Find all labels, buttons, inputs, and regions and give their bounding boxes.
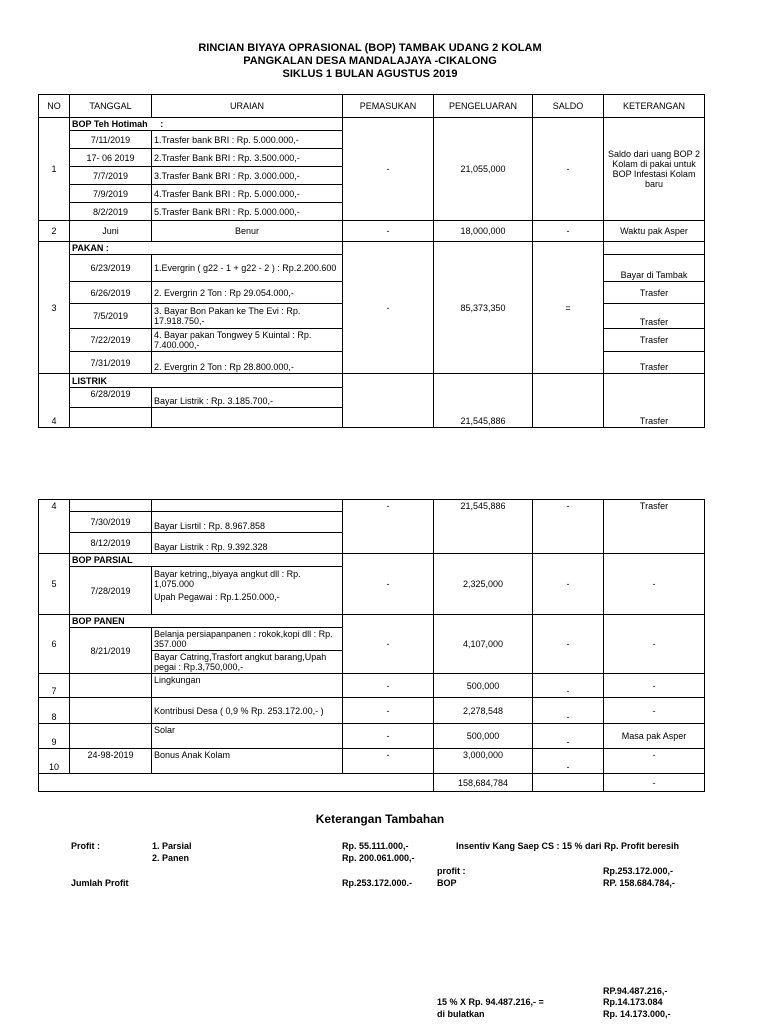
- pengeluaran-cell: 500,000: [434, 724, 533, 749]
- pengeluaran-cell: 85,373,350: [434, 242, 533, 374]
- profit2-value: Rp.253.172.000,-: [603, 866, 674, 876]
- keterangan-cell: -: [604, 615, 705, 674]
- panen-value: Rp. 200.061.000,-: [342, 853, 415, 863]
- date-cell: 8/2/2019: [70, 203, 152, 221]
- row-no: 10: [39, 749, 70, 774]
- saldo-cell: -: [533, 749, 604, 774]
- profit2-label: profit :: [437, 866, 466, 876]
- section-label: LISTRIK: [70, 374, 343, 388]
- keterangan-cell: -: [604, 674, 705, 698]
- date-cell: 24-98-2019: [70, 749, 152, 774]
- section-label: BOP Teh Hotimah :: [70, 118, 343, 131]
- saldo-cell: -: [533, 554, 604, 615]
- saldo-cell: -: [533, 724, 604, 749]
- pemasukan-cell: -: [343, 615, 434, 674]
- date-cell: 7/11/2019: [70, 131, 152, 149]
- date-cell: 6/28/2019: [70, 388, 152, 408]
- date-cell: 7/7/2019: [70, 167, 152, 185]
- pemasukan-cell: -: [343, 500, 434, 554]
- date-cell: 6/23/2019: [70, 255, 152, 282]
- pemasukan-cell: -: [343, 674, 434, 698]
- desc-cell: 3.Trasfer Bank BRI : Rp. 3.000.000,-: [152, 167, 343, 185]
- pengeluaran-cell: 3,000,000: [434, 749, 533, 774]
- keterangan-cell: -: [604, 749, 705, 774]
- round-label: di bulatkan: [437, 1009, 485, 1019]
- keterangan-tambahan-title: Keterangan Tambahan: [315, 812, 445, 826]
- profit-label: Profit :: [71, 841, 100, 851]
- total-row: [39, 774, 705, 792]
- keterangan-cell: Masa pak Asper: [604, 724, 705, 749]
- keterangan-cell: Waktu pak Asper: [604, 221, 705, 242]
- bop-label: BOP: [437, 878, 457, 888]
- calc-label: 15 % X Rp. 94.487.216,- =: [437, 997, 544, 1007]
- desc-cell: Bonus Anak Kolam: [152, 749, 343, 774]
- desc-cell: Bayar Lisrtil : Rp. 8.967.858: [152, 512, 343, 533]
- header-no: NO: [39, 95, 70, 118]
- header-uraian: URAIAN: [152, 95, 343, 118]
- desc-cell: 5.Trasfer Bank BRI : Rp. 5.000.000,-: [152, 203, 343, 221]
- pengeluaran-cell: 21,055,000: [434, 118, 533, 221]
- pengeluaran-cell: 500,000: [434, 674, 533, 698]
- row-no: 8: [39, 698, 70, 724]
- pemasukan-cell: -: [343, 554, 434, 615]
- section-label: BOP PANEN: [70, 615, 343, 628]
- date-cell: 7/5/2019: [70, 304, 152, 329]
- keterangan-cell: -: [604, 698, 705, 724]
- desc-cell: 1.Evergrin ( g22 - 1 + g22 - 2 ) : Rp.2.200.600: [152, 255, 343, 282]
- desc-cell: Bayar ketring,,biyaya angkut dll : Rp. 1,075.000: [152, 567, 343, 591]
- pemasukan-cell: [343, 374, 434, 428]
- keterangan-cell: Trasfer: [604, 352, 705, 374]
- keterangan-cell: Trasfer: [604, 500, 705, 554]
- table-row: [39, 698, 705, 724]
- title-line-2: PANGKALAN DESA MANDALAJAYA -CIKALONG: [243, 55, 497, 67]
- pemasukan-cell: -: [343, 724, 434, 749]
- date-cell: 7/30/2019: [70, 512, 152, 533]
- table-row: [39, 221, 705, 242]
- pengeluaran-cell: 2,278,548: [434, 698, 533, 724]
- parsial-value: Rp. 55.111.000,-: [342, 841, 409, 851]
- date-cell: 8/21/2019: [70, 628, 152, 674]
- table-fragment-bottom: [0, 501, 768, 807]
- row-no: 4: [39, 374, 70, 428]
- total-keterangan: -: [604, 774, 705, 792]
- table-row: [39, 118, 705, 131]
- keterangan-cell: Trasfer: [604, 374, 705, 428]
- keterangan-cell: Trasfer: [604, 329, 705, 352]
- pengeluaran-cell: 21,545,886: [434, 374, 533, 428]
- table-row: [39, 749, 705, 774]
- pengeluaran-cell: 18,000,000: [434, 221, 533, 242]
- title-line-1: RINCIAN BIYAYA OPRASIONAL (BOP) TAMBAK UDANG 2 KOLAM: [198, 42, 542, 54]
- desc-cell: Lingkungan: [152, 674, 343, 698]
- pemasukan-cell: -: [343, 118, 434, 221]
- saldo-cell: -: [533, 118, 604, 221]
- round-value: Rp. 14.173.000,-: [603, 1009, 671, 1019]
- pengeluaran-cell: 4,107,000: [434, 615, 533, 674]
- header-saldo: SALDO: [533, 95, 604, 118]
- desc-cell: Kontribusi Desa ( 0,9 % Rp. 253.172.00,- ): [152, 698, 343, 724]
- table-row: [39, 242, 705, 255]
- saldo-cell: [533, 374, 604, 428]
- desc-cell: 4. Bayar pakan Tongwey 5 Kuintal : Rp. 7.400.000,-: [152, 329, 343, 352]
- row-no: 1: [39, 118, 70, 221]
- pemasukan-cell: -: [343, 221, 434, 242]
- saldo-cell: -: [533, 674, 604, 698]
- header-pengeluaran: PENGELUARAN: [434, 95, 533, 118]
- keterangan-cell: [604, 242, 705, 255]
- expense-table-continued: [38, 499, 705, 792]
- row-no: 4: [39, 500, 70, 554]
- expense-table: [38, 94, 705, 428]
- saldo-cell: -: [533, 698, 604, 724]
- table-row: [39, 724, 705, 749]
- desc-cell: 2.Trasfer Bank BRI : Rp. 3.500.000,-: [152, 149, 343, 167]
- table-row: [39, 674, 705, 698]
- desc-cell: Upah Pegawai : Rp.1.250.000,-: [152, 591, 343, 615]
- saldo-cell: -: [533, 615, 604, 674]
- parsial-label: 1. Parsial: [152, 841, 192, 851]
- row-no: 6: [39, 615, 70, 674]
- title-line-3: SIKLUS 1 BULAN AGUSTUS 2019: [282, 68, 458, 80]
- desc-cell: Bayar Catring,Trasfort angkut barang,Upah pegai : Rp.3,750,000,-: [152, 651, 343, 674]
- section-label: BOP PARSIAL: [70, 554, 343, 567]
- keterangan-cell: Saldo dari uang BOP 2 Kolam di pakai untuk BOP Infestasi Kolam baru: [604, 118, 705, 221]
- saldo-cell: -: [533, 500, 604, 554]
- header-tanggal: TANGGAL: [70, 95, 152, 118]
- panen-label: 2. Panen: [152, 853, 190, 863]
- saldo-cell: -: [533, 221, 604, 242]
- desc-cell: 2. Evergrin 2 Ton : Rp 28.800.000,-: [152, 352, 343, 374]
- table-row: [39, 554, 705, 567]
- desc-cell: Bayar Listrik : Rp. 9.392.328: [152, 533, 343, 554]
- date-cell: 17- 06 2019: [70, 149, 152, 167]
- date-cell: 7/31/2019: [70, 352, 152, 374]
- table-row: [39, 500, 705, 512]
- desc-cell: Solar: [152, 724, 343, 749]
- keterangan-cell: Trasfer: [604, 304, 705, 329]
- keterangan-cell: Bayar di Tambak: [604, 255, 705, 282]
- pengeluaran-cell: 2,325,000: [434, 554, 533, 615]
- insentif-note: Insentiv Kang Saep CS : 15 % dari Rp. Profit beresih: [456, 841, 680, 851]
- pemasukan-cell: -: [343, 698, 434, 724]
- jumlah-profit-label: Jumlah Profit: [71, 878, 129, 888]
- total-pengeluaran: 158,684,784: [434, 774, 533, 792]
- header-pemasukan: PEMASUKAN: [343, 95, 434, 118]
- date-cell: 7/9/2019: [70, 185, 152, 203]
- desc-cell: 3. Bayar Bon Pakan ke The Evi : Rp. 17.918.750,-: [152, 304, 343, 329]
- date-cell: [70, 674, 152, 698]
- keterangan-cell: -: [604, 554, 705, 615]
- row-no: 3: [39, 242, 70, 374]
- date-cell: 8/12/2019: [70, 533, 152, 554]
- row-no: 7: [39, 674, 70, 698]
- desc-cell: 1.Trasfer bank BRI : Rp. 5.000.000,-: [152, 131, 343, 149]
- date-cell: [70, 724, 152, 749]
- row-no: 2: [39, 221, 70, 242]
- calc-value: Rp.14.173.084: [603, 997, 663, 1007]
- table-row: [39, 615, 705, 628]
- section-label: PAKAN :: [70, 242, 343, 255]
- net-profit-value: RP.94.487.216,-: [603, 986, 668, 996]
- row-no: 5: [39, 554, 70, 615]
- date-cell: 6/26/2019: [70, 282, 152, 304]
- header-keterangan: KETERANGAN: [604, 95, 705, 118]
- jumlah-profit-value: Rp.253.172.000.-: [342, 878, 413, 888]
- pengeluaran-cell: 21,545,886: [434, 500, 533, 554]
- bop-value: RP. 158.684.784,-: [603, 878, 675, 888]
- saldo-cell: =: [533, 242, 604, 374]
- date-cell: Juni: [70, 221, 152, 242]
- date-cell: 7/22/2019: [70, 329, 152, 352]
- desc-cell: 4.Trasfer Bank BRI : Rp. 5.000.000,-: [152, 185, 343, 203]
- desc-cell: Belanja persiapanpanen : rokok,kopi dll : Rp. 357.000: [152, 628, 343, 651]
- keterangan-cell: Trasfer: [604, 282, 705, 304]
- pemasukan-cell: -: [343, 242, 434, 374]
- row-no: 9: [39, 724, 70, 749]
- table-header-row: [39, 95, 705, 118]
- date-cell: [70, 698, 152, 724]
- table-fragment-top: [0, 0, 768, 426]
- desc-cell: 2. Evergrin 2 Ton : Rp 29.054.000,-: [152, 282, 343, 304]
- pemasukan-cell: -: [343, 749, 434, 774]
- desc-cell: Bayar Listrik : Rp. 3.185.700,-: [152, 388, 343, 408]
- desc-cell: Benur: [152, 221, 343, 242]
- table-row: [39, 374, 705, 388]
- date-cell: 7/28/2019: [70, 567, 152, 615]
